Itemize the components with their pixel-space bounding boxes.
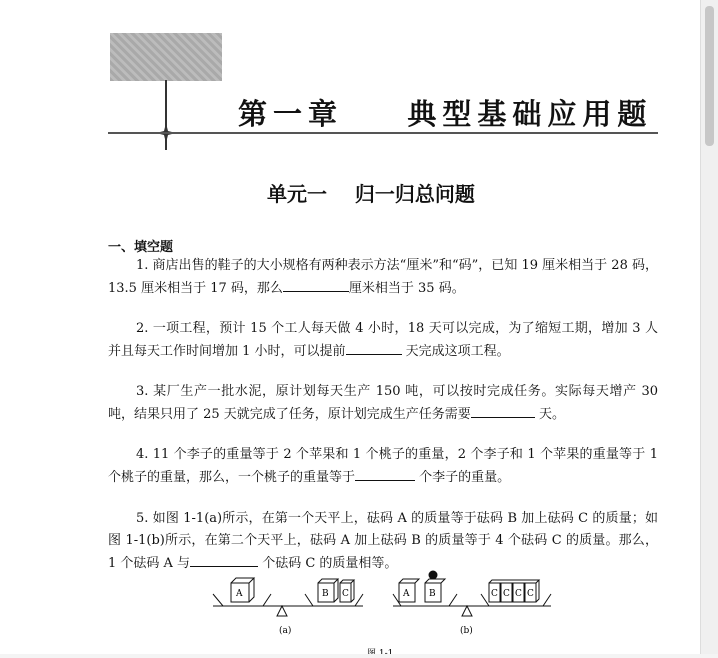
- question-1: 1. 商店出售的鞋子的大小规格有两种表示方法“厘米”和“码”，已知 19 厘米相当于 28 码，13.5 厘米相当于 17 码，那么 厘米相当于 35 码。: [108, 258, 658, 296]
- question-3: 3. 某厂生产一批水泥，原计划每天生产 150 吨，可以按时完成任务。实际每天增产 30 吨，结果只用了 25 天就完成了任务，原计划完成生产任务需要 天。: [108, 384, 658, 422]
- unit-title: 单元一 归一归总问题: [267, 182, 475, 206]
- answer-blank: [283, 277, 349, 292]
- answer-blank: [471, 403, 535, 418]
- vertical-scrollbar[interactable]: [700, 0, 718, 654]
- weight-a-label-b: A: [403, 589, 410, 599]
- balance-figure: [205, 570, 565, 654]
- balance-illustration: [205, 570, 565, 654]
- weight-c-label-b1: C: [491, 589, 498, 599]
- question-5: 5. 如图 1-1(a)所示，在第一个天平上，砝码 A 的质量等于砝码 B 加上砝码 C 的质量；如图 1-1(b)所示，在第二个天平上，砝码 A 加上砝码 B 的质量等于 4 个砝码 C 的质量。那么，1 个砝码 A 与 个砝码 C 的质量相等。: [108, 511, 658, 571]
- weight-b-label-b: B: [429, 589, 436, 599]
- weight-c-label-b3: C: [515, 589, 522, 599]
- weight-c-label: C: [342, 589, 349, 599]
- figure-label-a: (a): [279, 626, 292, 636]
- weight-b-label: B: [322, 589, 329, 599]
- section-heading: 一、填空题: [108, 240, 174, 255]
- scrollbar-thumb[interactable]: [705, 6, 714, 146]
- weight-c-label-b2: C: [503, 589, 510, 599]
- chapter-decoration-stamp: [110, 33, 222, 81]
- weight-a-label: A: [236, 589, 243, 599]
- question-2: 2. 一项工程，预计 15 个工人每天做 4 小时，18 天可以完成，为了缩短工期，增加 3 人并且每天工作时间增加 1 小时，可以提前 天完成这项工程。: [108, 321, 658, 359]
- figure-label-b: (b): [460, 626, 473, 636]
- figure-caption: 图 1-1: [367, 649, 394, 654]
- answer-blank: [346, 340, 402, 355]
- answer-blank: [190, 552, 258, 567]
- weight-c-label-b4: C: [527, 589, 534, 599]
- question-4: 4. 11 个李子的重量等于 2 个苹果和 1 个桃子的重量，2 个李子和 1 个苹果的重量等于 1 个桃子的重量，那么，一个桃子的重量等于 个李子的重量。: [108, 447, 658, 485]
- chapter-title: 第一章 典型基础应用题: [238, 97, 653, 131]
- answer-blank: [355, 466, 415, 481]
